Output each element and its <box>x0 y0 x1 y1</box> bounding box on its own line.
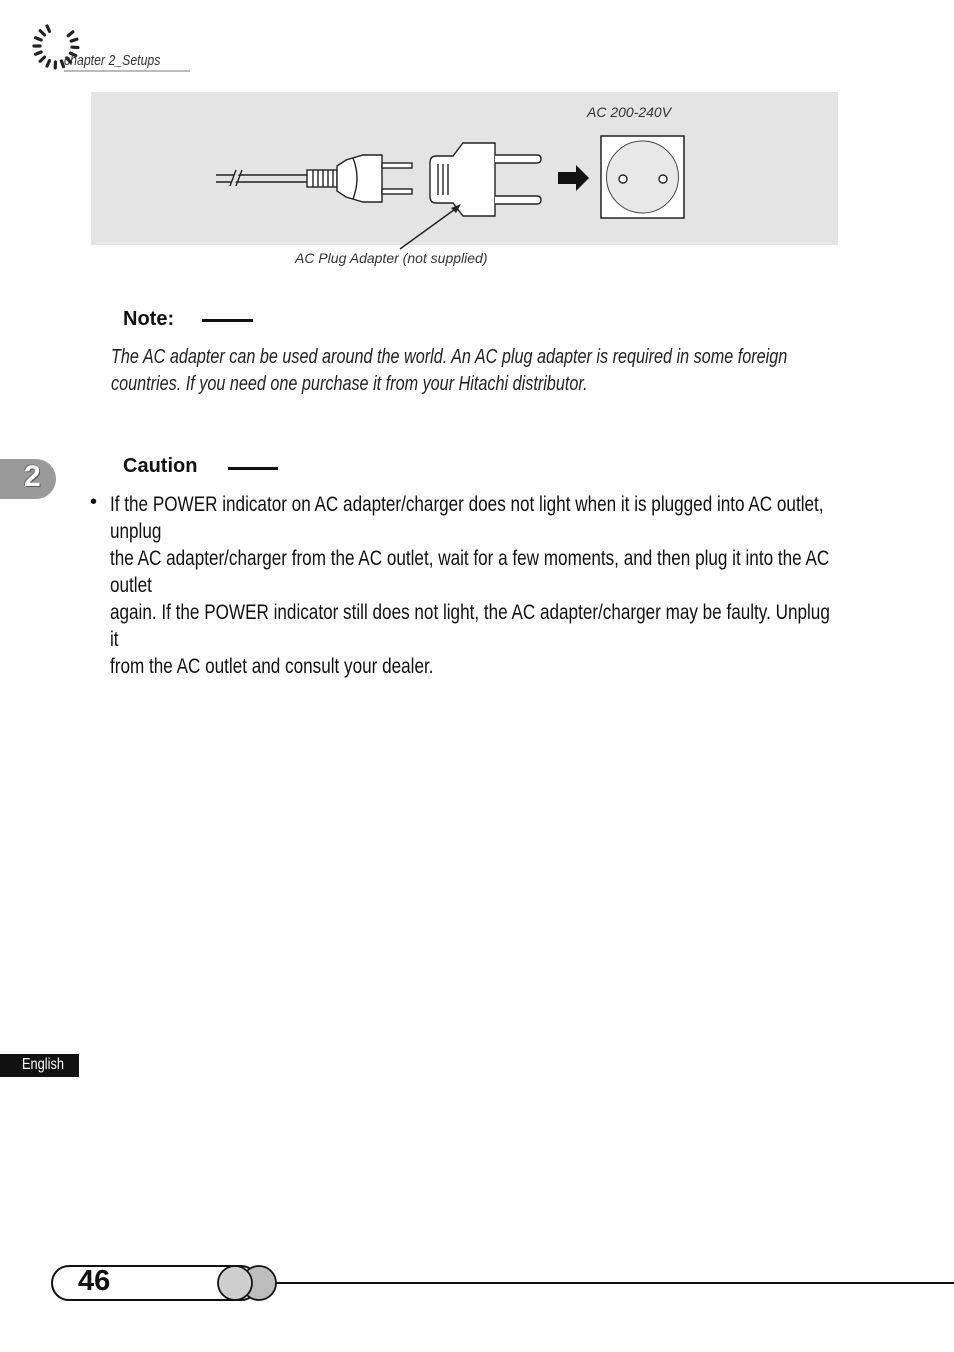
right-arrow-icon <box>558 165 589 191</box>
caution-heading: Caution <box>123 455 198 477</box>
chapter-logo-dash <box>36 52 42 54</box>
wall-outlet-icon <box>601 136 684 218</box>
chapter-logo-dash <box>40 57 44 61</box>
caption-leader-line <box>400 207 458 249</box>
plug-adapter-icon <box>430 143 541 216</box>
power-cord-plug-icon <box>216 155 412 202</box>
adapter-caption: AC Plug Adapter (not supplied) <box>295 250 488 266</box>
note-body: The AC adapter can be used around the world. An AC plug adapter is required in some foreign countries. If you need one purchase it from your Hitachi distributor. <box>111 346 788 395</box>
note-heading: Note: <box>123 308 175 330</box>
chapter-label: chapter 2_Setups <box>64 52 161 69</box>
note-rule <box>202 319 253 322</box>
caution-body: If the POWER indicator on AC adapter/charger does not light when it is plugged into AC outlet, unplug the AC adapter/charger from the AC outlet, wait for a few moments, and then plug it into the AC outlet again. If the POWER indicator still does not light, the AC adapter/charger may be faulty. Unplug it from the AC outlet and consult your dealer. <box>110 493 830 678</box>
chapter-logo-dash <box>40 31 44 35</box>
chapter-tab-number: 2 <box>24 460 41 493</box>
chapter-logo-dash <box>71 39 77 41</box>
chapter-logo-dash <box>47 61 49 66</box>
chapter-logo-dash <box>47 26 49 31</box>
page-number: 46 <box>78 1265 111 1297</box>
footer-graphic <box>0 1258 954 1308</box>
voltage-label: AC 200-240V <box>587 104 672 120</box>
chapter-logo-dash <box>36 38 42 40</box>
language-label: English <box>22 1056 64 1073</box>
caution-rule <box>228 467 278 470</box>
chapter-logo-dash <box>68 32 73 36</box>
chapter-underline <box>64 70 190 72</box>
caution-bullet: • <box>90 491 98 513</box>
